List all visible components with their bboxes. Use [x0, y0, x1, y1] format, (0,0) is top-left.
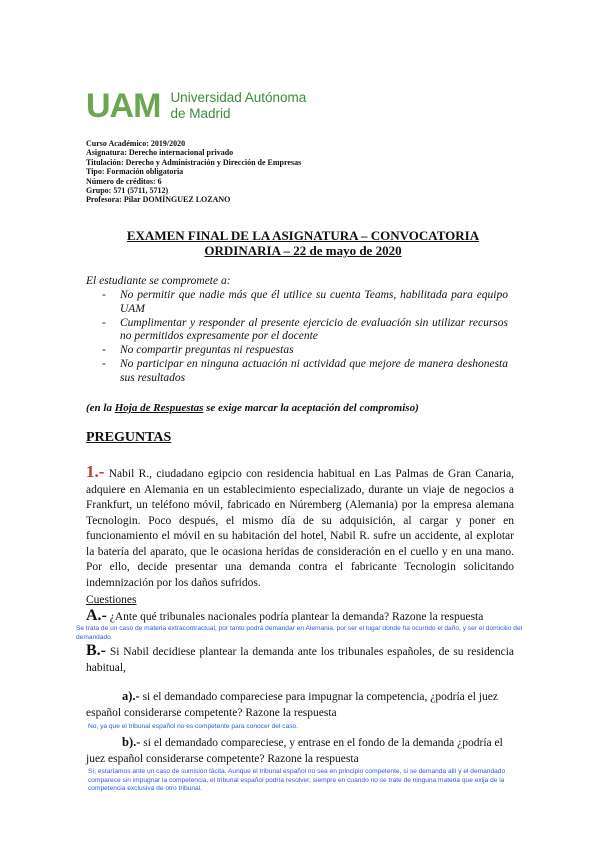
meta-course-year: Curso Académico: 2019/2020 — [86, 139, 186, 148]
meta-group: Grupo: 571 (5711, 5712) — [86, 186, 169, 196]
meta-degree: Titulación: Derecho y Administración y Dirección de Empresas — [86, 157, 302, 167]
uam-logo-mark: UAM — [86, 87, 161, 125]
answer-b-b: Sí, estaríamos ante un caso de sumisión tácita. Aunque el tribunal español no sea en principio competente, si se demanda allí y el demandado comparece sin impugnar la competencia, el tribunal español podría resolver, siempre en cuando no se trate de ninguna materia que exija de la competencia exclusiva de otro tribunal. — [88, 768, 506, 793]
uam-logo — [86, 88, 306, 124]
exam-title-line-1: EXAMEN FINAL DE LA ASIGNATURA – CONVOCATORIA — [126, 228, 480, 243]
question-a-letter: A.- — [86, 607, 107, 624]
questions-heading: PREGUNTAS — [86, 430, 172, 445]
commitment-item: - No participar en ninguna actuación ni actividad que mejore de manera deshonesta sus resultados — [100, 358, 508, 386]
question-b-a-text: si el demandado compareciese para impugnar la competencia, ¿podría el juez español considerarse competente? Razone la respuesta — [86, 691, 498, 719]
course-metadata — [86, 139, 301, 205]
uam-logo-text — [170, 90, 306, 122]
question-a — [86, 607, 483, 625]
exam-title-line-2: ORDINARIA – 22 de mayo de 2020 — [204, 243, 402, 258]
meta-credits: Número de créditos: 6 — [86, 176, 162, 186]
commitment-item: - Cumplimentar y responder al presente ejercicio de evaluación sin utilizar recursos no permitidos expresamente por el docente — [100, 317, 508, 345]
question-a-text: ¿Ante qué tribunales nacionales podría plantear la demanda? Razone la respuesta — [106, 611, 484, 623]
commitment-list — [100, 289, 508, 386]
meta-professor: Profesora: Pilar DOMÍNGUEZ LOZANO — [86, 195, 231, 205]
question-1-text: Nabil R., ciudadano egipcio con residencia habitual en Las Palmas de Gran Canaria, adquiere en Alemania en un establecimiento especializado, durante un viaje de negocios a Frankfurt, un teléfono móvil, fabricado en Núremberg (Alemania) por la empresa alemana Tecnologin. Poco después, el mismo día de su adquisición, al cargar y poner en funcionamiento el móvil en su habitación del hotel, Nabil R. sufre un accidente, al explotar la batería del aparato, que le ocasiona heridas de consideración en el cuello y en una mano. Por ello, decide presentar una demanda contra el fabricante Tecnologin solicitando indemnización por los daños sufridos. — [86, 468, 514, 589]
commitment-item: - No permitir que nadie más que él utilice su cuenta Teams, habilitada para equipo UAM — [100, 289, 508, 317]
question-1 — [86, 464, 514, 591]
commitment-note — [86, 402, 419, 414]
logo-line-2: de Madrid — [170, 106, 231, 121]
question-b-b-text: si el demandado compareciese, y entrase en el fondo de la demanda ¿podría el juez español considerarse competente? Razone la respuesta — [86, 737, 503, 765]
note-prefix: (en la — [86, 402, 115, 414]
cuestiones-heading: Cuestiones — [86, 594, 137, 606]
question-1-number: 1.- — [86, 462, 105, 481]
question-b — [86, 643, 514, 676]
meta-type: Tipo: Formación obligatoria — [86, 167, 184, 177]
answer-sheet-link: Hoja de Respuestas — [114, 402, 204, 414]
question-b-letter: B.- — [86, 642, 106, 659]
commitment-intro: El estudiante se compromete a: — [86, 275, 231, 287]
exam-title — [86, 228, 520, 258]
logo-line-1: Universidad Autónoma — [170, 90, 307, 105]
note-suffix: se exige marcar la aceptación del compromiso) — [203, 402, 419, 414]
answer-b-a: No, ya que el tribunal español no es competente para conocer del caso. — [88, 723, 299, 730]
answer-a: Se trata de un caso de materia extracontractual, por tanto podrá demandar en Alemania, por ser el lugar donde ha ocurrido el daño, y ser el domicilio del demandado. — [76, 625, 523, 641]
question-b-b-label: b).- — [122, 735, 141, 749]
question-b-a-label: a).- — [122, 689, 140, 703]
question-b-a — [86, 689, 516, 721]
commitment-item: - No compartir preguntas ni respuestas — [100, 344, 508, 358]
question-b-b — [86, 735, 516, 767]
question-b-text: Si Nabil decidiese plantear la demanda ante los tribunales españoles, de su residencia habitual, — [86, 646, 514, 674]
meta-subject: Asignatura: Derecho internacional privado — [86, 148, 234, 158]
